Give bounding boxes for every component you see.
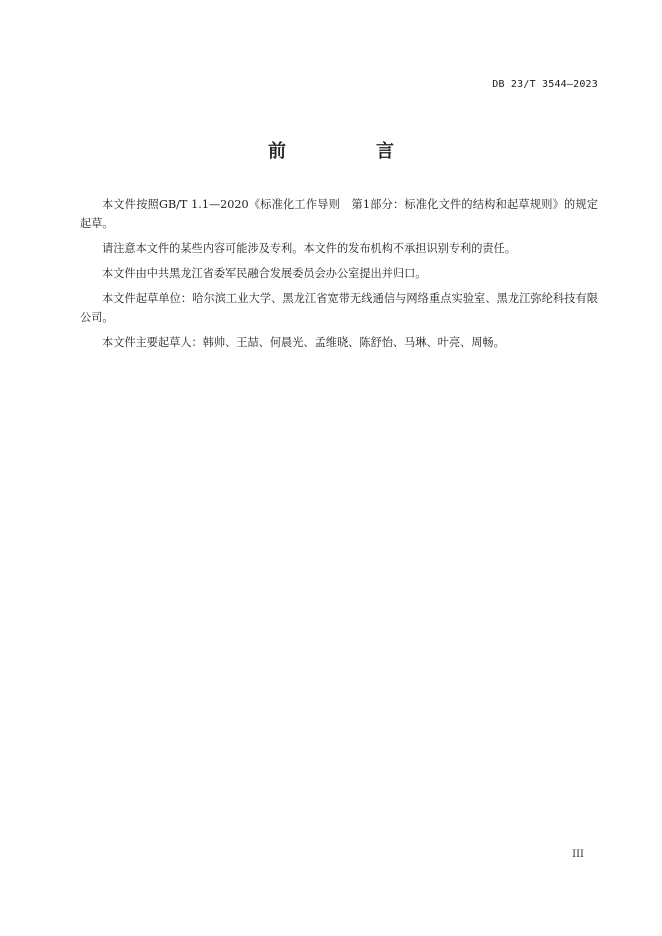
paragraph-proposer: 本文件由中共黑龙江省委军民融合发展委员会办公室提出并归口。 <box>102 267 427 280</box>
paragraph-drafters: 本文件主要起草人：韩帅、王喆、何晨光、孟维晓、陈舒怡、马琳、叶亮、周畅。 <box>102 336 505 349</box>
page-title: 前 言 <box>268 141 430 162</box>
paragraph-patent-notice: 请注意本文件的某些内容可能涉及专利。本文件的发布机构不承担识别专利的责任。 <box>102 242 516 255</box>
paragraph-drafting-basis: 本文件按照GB/T 1.1—2020《标准化工作导则 第1部分：标准化文件的结构和起草规则》的规定起草。 <box>80 198 598 230</box>
foreword-body <box>80 195 598 358</box>
document-code: DB 23/T 3544—2023 <box>492 79 598 90</box>
page-number: III <box>572 849 584 860</box>
paragraph-drafting-organizations: 本文件起草单位：哈尔滨工业大学、黑龙江省宽带无线通信与网络重点实验室、黑龙江弥纶科技有限公司。 <box>80 292 598 324</box>
